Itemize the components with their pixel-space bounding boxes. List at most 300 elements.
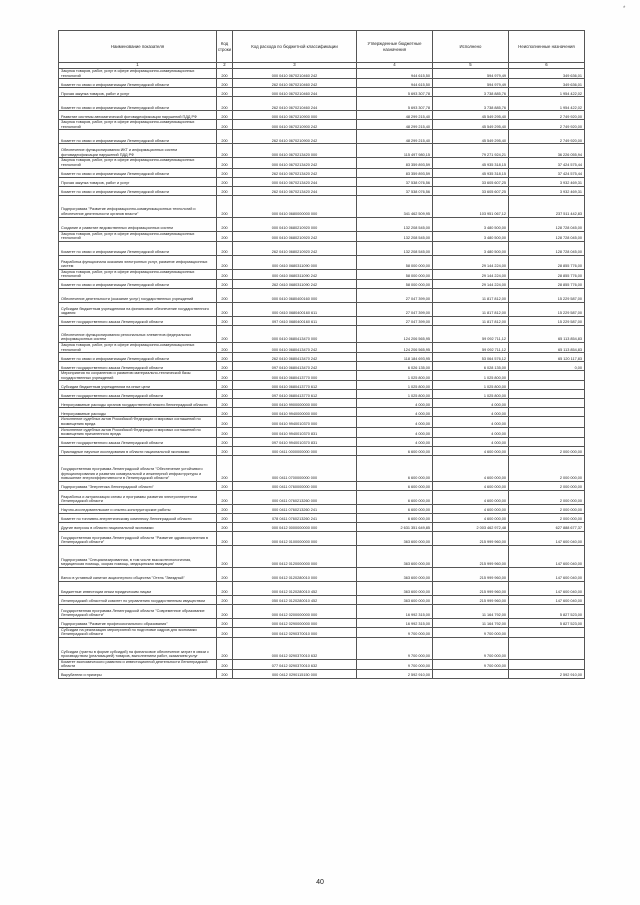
row-executed: 45 935 318,15 xyxy=(433,158,509,168)
row-unexecuted: 128 728 045,00 xyxy=(509,231,585,241)
row-unexecuted: 128 728 045,00 xyxy=(509,217,585,231)
row-approved: 118 184 693,95 xyxy=(357,353,433,362)
row-name: Комитет по топливно-энергетическому комплексу Ленинградской области xyxy=(59,513,217,522)
row-code: 200 xyxy=(217,130,233,144)
row-classification: 000 0412 0120280010 000 xyxy=(233,567,357,581)
row-code: 200 xyxy=(217,408,233,417)
corner-mark: * xyxy=(623,6,626,12)
row-approved: 5 693 307,78 xyxy=(357,88,433,97)
row-executed: 4 000,00 xyxy=(433,437,509,446)
row-name: Взнос в уставный капитал акционерного общества "Отель "Звездный" xyxy=(59,567,217,581)
row-name: Комитет государственного заказа Ленинградской области xyxy=(59,390,217,399)
row-approved: 363 600 000,00 xyxy=(357,567,433,581)
row-unexecuted xyxy=(509,408,585,417)
row-name: Комитет по связи и информатизации Ленинградской области xyxy=(59,79,217,88)
table-row xyxy=(59,88,585,97)
row-code: 200 xyxy=(217,595,233,604)
row-classification: 262 0410 0670213420 242 xyxy=(233,168,357,177)
row-code: 200 xyxy=(217,342,233,352)
header-executed: Исполнено xyxy=(433,31,509,63)
row-classification: 262 0410 0670210900 242 xyxy=(233,130,357,144)
row-name: Научно-исследовательские и опытно-конструкторские работы xyxy=(59,504,217,513)
row-unexecuted: 65 113 854,83 xyxy=(509,325,585,342)
row-name: Закупка товаров, работ, услуг в сфере информационно-коммуникационных технологий xyxy=(59,158,217,168)
row-unexecuted: 1 954 422,02 xyxy=(509,97,585,111)
row-name: Подпрограмма "Специализированная, в том числе высокотехнологичная, медицинская помощь, скорая помощь, медицинская эвакуация" xyxy=(59,545,217,567)
row-unexecuted xyxy=(509,427,585,437)
table-row xyxy=(59,627,585,637)
row-classification: 000 0410 0680400160 611 xyxy=(233,302,357,316)
row-executed: 3 480 500,00 xyxy=(433,217,509,231)
table-row xyxy=(59,427,585,437)
row-classification: 000 0412 0120280010 452 xyxy=(233,581,357,595)
row-classification: 050 0412 0120280010 452 xyxy=(233,595,357,604)
row-code: 200 xyxy=(217,177,233,186)
row-classification: 097 0410 9940010370 831 xyxy=(233,437,357,446)
row-name: Закупка товаров, работ, услуг в сфере информационно-коммуникационных технологий xyxy=(59,69,217,79)
row-executed: 11 817 812,00 xyxy=(433,302,509,316)
row-approved: 115 497 980,15 xyxy=(357,144,433,158)
row-classification: 000 0410 0680311090 242 xyxy=(233,269,357,279)
row-name: Государственная программа Ленинградской области "Современное образование Ленинградской области" xyxy=(59,604,217,618)
row-executed: 45 549 295,40 xyxy=(433,120,509,130)
row-name: Непрограммные расходы органов государственной власти Ленинградской области xyxy=(59,399,217,408)
row-executed: 4 000,00 xyxy=(433,417,509,427)
row-unexecuted: 349 636,01 xyxy=(509,79,585,88)
row-code: 200 xyxy=(217,353,233,362)
row-approved: 944 615,50 xyxy=(357,69,433,79)
table-row xyxy=(59,567,585,581)
table-body xyxy=(59,69,585,679)
row-executed: 4 600 000,00 xyxy=(433,490,509,504)
row-executed: 215 999 960,00 xyxy=(433,531,509,545)
row-executed: 11 164 792,00 xyxy=(433,604,509,618)
row-code: 200 xyxy=(217,618,233,627)
table-row xyxy=(59,279,585,288)
row-approved: 83 359 893,59 xyxy=(357,158,433,168)
row-executed: 215 999 960,00 xyxy=(433,595,509,604)
row-code: 200 xyxy=(217,255,233,269)
row-unexecuted: 1 954 422,02 xyxy=(509,88,585,97)
row-name: Непрограммные расходы xyxy=(59,408,217,417)
row-executed: 2 003 462 972,48 xyxy=(433,522,509,531)
row-code: 200 xyxy=(217,670,233,679)
row-approved: 83 359 893,59 xyxy=(357,168,433,177)
row-approved: 16 992 315,00 xyxy=(357,604,433,618)
row-unexecuted: 147 600 040,00 xyxy=(509,567,585,581)
row-approved: 1 025 800,00 xyxy=(357,390,433,399)
row-approved: 363 600 000,00 xyxy=(357,595,433,604)
row-executed: 33 605 607,25 xyxy=(433,186,509,195)
column-number: 5 xyxy=(433,63,509,69)
row-executed: 4 600 000,00 xyxy=(433,504,509,513)
row-approved: 48 299 215,40 xyxy=(357,120,433,130)
row-unexecuted xyxy=(509,390,585,399)
table-row xyxy=(59,371,585,381)
row-name: Обеспечение функционирования региональных элементов федеральных информационных систем xyxy=(59,325,217,342)
table-row xyxy=(59,408,585,417)
row-name: Комитет по связи и информатизации Ленинградской области xyxy=(59,97,217,111)
row-classification: 000 0411 0700000000 000 xyxy=(233,455,357,481)
row-executed: 3 738 885,76 xyxy=(433,88,509,97)
row-classification: 000 0411 0000000000 000 xyxy=(233,446,357,455)
row-unexecuted xyxy=(509,437,585,446)
row-classification: 097 0410 0680413770 612 xyxy=(233,390,357,399)
row-classification: 000 0410 0670210460 244 xyxy=(233,88,357,97)
row-unexecuted xyxy=(509,659,585,669)
row-executed: 4 600 000,00 xyxy=(433,455,509,481)
row-unexecuted: 28 855 776,00 xyxy=(509,269,585,279)
header-classification: Код расхода по бюджетной классификации xyxy=(233,31,357,63)
row-executed: 215 999 960,00 xyxy=(433,567,509,581)
row-classification: 077 0412 0290370010 632 xyxy=(233,659,357,669)
row-code: 200 xyxy=(217,186,233,195)
row-code: 200 xyxy=(217,362,233,371)
row-approved: 6 600 000,00 xyxy=(357,446,433,455)
row-unexecuted: 2 749 920,00 xyxy=(509,111,585,120)
row-executed: 29 144 224,00 xyxy=(433,269,509,279)
row-classification: 000 0410 9940010370 831 xyxy=(233,427,357,437)
row-code: 200 xyxy=(217,325,233,342)
row-code: 200 xyxy=(217,545,233,567)
row-classification: 262 0410 0670210460 242 xyxy=(233,79,357,88)
row-executed: 4 600 000,00 xyxy=(433,513,509,522)
row-classification: 000 0412 0120000000 000 xyxy=(233,545,357,567)
row-unexecuted: 237 511 442,83 xyxy=(509,195,585,217)
row-executed: 1 025 800,00 xyxy=(433,371,509,381)
row-unexecuted: 37 424 575,44 xyxy=(509,168,585,177)
row-unexecuted: 15 229 587,00 xyxy=(509,316,585,325)
table-row xyxy=(59,342,585,352)
row-approved: 4 000,00 xyxy=(357,427,433,437)
row-name: Комитет по связи и информатизации Ленинградской области xyxy=(59,130,217,144)
row-name: Государственная программа Ленинградской области "Обеспечение устойчивого функционирования и развития коммунальной и инженерной инфраструктуры и повышение энергоэффективности в Ленинградской области" xyxy=(59,455,217,481)
row-unexecuted: 3 932 469,31 xyxy=(509,186,585,195)
row-approved: 27 047 399,00 xyxy=(357,288,433,302)
row-classification: 000 0410 9940010370 000 xyxy=(233,417,357,427)
row-approved: 27 047 399,00 xyxy=(357,316,433,325)
row-classification: 262 0410 0680311090 242 xyxy=(233,279,357,288)
table-row xyxy=(59,255,585,269)
row-approved: 132 208 545,00 xyxy=(357,241,433,255)
row-name: Комитет государственного заказа Ленинградской области xyxy=(59,362,217,371)
row-approved: 6 026 135,00 xyxy=(357,362,433,371)
table-row xyxy=(59,390,585,399)
row-classification: 000 0410 0670213420 244 xyxy=(233,177,357,186)
table-row xyxy=(59,79,585,88)
row-executed: 11 164 792,00 xyxy=(433,618,509,627)
row-classification: 262 0410 0680210920 242 xyxy=(233,241,357,255)
table-row xyxy=(59,455,585,481)
row-approved: 124 206 565,95 xyxy=(357,325,433,342)
row-executed: 4 000,00 xyxy=(433,427,509,437)
row-classification: 262 0410 0670210460 244 xyxy=(233,97,357,111)
row-approved: 48 299 215,40 xyxy=(357,130,433,144)
table-row xyxy=(59,595,585,604)
row-unexecuted: 147 600 040,00 xyxy=(509,595,585,604)
row-classification: 000 0412 0000000000 000 xyxy=(233,522,357,531)
table-row xyxy=(59,513,585,522)
row-name: Подпрограмма "Развитие профессионального образования" xyxy=(59,618,217,627)
row-executed: 9 700 000,00 xyxy=(433,659,509,669)
table-row xyxy=(59,168,585,177)
row-code: 200 xyxy=(217,288,233,302)
row-approved: 4 000,00 xyxy=(357,408,433,417)
row-executed xyxy=(433,670,509,679)
table-row xyxy=(59,670,585,679)
row-name: Субсидии бюджетным учреждениям на иные цели xyxy=(59,381,217,390)
row-name: Комитет экономического развития и инвестиционной деятельности Ленинградской области xyxy=(59,659,217,669)
row-approved: 2 631 351 649,85 xyxy=(357,522,433,531)
row-approved: 2 592 910,00 xyxy=(357,670,433,679)
row-approved: 5 693 307,78 xyxy=(357,97,433,111)
row-unexecuted: 349 636,01 xyxy=(509,69,585,79)
row-executed: 29 144 224,00 xyxy=(433,255,509,269)
row-name: Бюджетные инвестиции иным юридическим лицам xyxy=(59,581,217,595)
row-code: 200 xyxy=(217,231,233,241)
row-classification: 000 0410 0680311090 000 xyxy=(233,255,357,269)
row-approved: 9 700 000,00 xyxy=(357,627,433,637)
row-executed: 4 000,00 xyxy=(433,408,509,417)
row-executed: 594 979,49 xyxy=(433,79,509,88)
row-name: Закупка товаров, работ, услуг в сфере информационно-коммуникационных технологий xyxy=(59,231,217,241)
row-code: 200 xyxy=(217,302,233,316)
row-classification: 078 0411 0760213260 241 xyxy=(233,513,357,522)
row-code: 200 xyxy=(217,88,233,97)
row-classification: 000 0412 0290000000 000 xyxy=(233,618,357,627)
table-row xyxy=(59,659,585,669)
row-unexecuted: 5 827 523,00 xyxy=(509,618,585,627)
table-row xyxy=(59,618,585,627)
row-code: 200 xyxy=(217,659,233,669)
row-name: Комитет по связи и информатизации Ленинградской области xyxy=(59,279,217,288)
row-name: Прикладные научные исследования в области национальной экономики xyxy=(59,446,217,455)
row-executed: 29 144 224,00 xyxy=(433,279,509,288)
row-code: 200 xyxy=(217,481,233,490)
row-executed: 53 064 576,12 xyxy=(433,353,509,362)
row-name: Закупка товаров, работ, услуг в сфере информационно-коммуникационных технологий xyxy=(59,269,217,279)
table-row xyxy=(59,437,585,446)
row-name: Комитет государственного заказа Ленинградской области xyxy=(59,316,217,325)
header-approved: Утвержденные бюджетные назначения xyxy=(357,31,433,63)
row-name: Развитие системы автоматической фотовидеофиксации нарушений ПДД РФ xyxy=(59,111,217,120)
column-number: 1 xyxy=(59,63,217,69)
row-classification: 262 0410 0680413470 242 xyxy=(233,353,357,362)
row-executed: 215 999 960,00 xyxy=(433,545,509,567)
row-name: Комитет по связи и информатизации Ленинградской области xyxy=(59,241,217,255)
table-row xyxy=(59,504,585,513)
table-row xyxy=(59,399,585,408)
row-code: 200 xyxy=(217,581,233,595)
row-name: Разработка и актуализация схемы и программы развития электроэнергетики Ленинградской области xyxy=(59,490,217,504)
row-name: Ленинградский областной комитет по управлению государственным имуществом xyxy=(59,595,217,604)
row-classification: 000 0411 0760000000 000 xyxy=(233,481,357,490)
row-code: 200 xyxy=(217,195,233,217)
row-code: 200 xyxy=(217,417,233,427)
row-code: 200 xyxy=(217,437,233,446)
row-code: 200 xyxy=(217,504,233,513)
row-unexecuted: 15 229 587,00 xyxy=(509,302,585,316)
table-row xyxy=(59,241,585,255)
row-name: Исполнение судебных актов Российской Федерации и мировых соглашений по возмещению вреда xyxy=(59,417,217,427)
table-row xyxy=(59,144,585,158)
row-name: Комитет по связи и информатизации Ленинградской области xyxy=(59,353,217,362)
row-code: 200 xyxy=(217,217,233,231)
table-row xyxy=(59,522,585,531)
row-code: 200 xyxy=(217,144,233,158)
row-classification: 000 0410 0680413770 000 xyxy=(233,371,357,381)
row-classification: 000 0412 0290115150 000 xyxy=(233,670,357,679)
row-unexecuted: 2 000 000,00 xyxy=(509,513,585,522)
row-classification: 000 0412 0290370010 000 xyxy=(233,627,357,637)
row-approved: 132 208 545,00 xyxy=(357,217,433,231)
row-unexecuted: 3 932 469,31 xyxy=(509,177,585,186)
row-code: 200 xyxy=(217,446,233,455)
row-unexecuted: 15 229 587,00 xyxy=(509,288,585,302)
row-classification: 000 0410 0680210920 000 xyxy=(233,217,357,231)
row-code: 200 xyxy=(217,120,233,130)
row-name: Закупка товаров, работ, услуг в сфере информационно-коммуникационных технологий xyxy=(59,342,217,352)
row-executed: 4 600 000,00 xyxy=(433,446,509,455)
row-approved: 341 462 509,95 xyxy=(357,195,433,217)
row-executed: 59 092 711,12 xyxy=(433,325,509,342)
page-number: 40 xyxy=(316,879,324,886)
row-code: 200 xyxy=(217,399,233,408)
row-executed: 33 605 607,25 xyxy=(433,177,509,186)
table-row xyxy=(59,581,585,595)
table-row xyxy=(59,269,585,279)
row-code: 200 xyxy=(217,79,233,88)
row-classification: 000 0410 0680413470 242 xyxy=(233,342,357,352)
row-unexecuted: 28 855 776,00 xyxy=(509,279,585,288)
row-executed: 594 979,49 xyxy=(433,69,509,79)
row-name: Прочая закупка товаров, работ и услуг xyxy=(59,177,217,186)
row-unexecuted: 147 600 040,00 xyxy=(509,531,585,545)
row-classification: 000 0410 0680400160 000 xyxy=(233,288,357,302)
row-executed: 11 817 812,00 xyxy=(433,316,509,325)
row-classification: 000 0412 0200000000 000 xyxy=(233,604,357,618)
row-unexecuted xyxy=(509,371,585,381)
row-executed: 103 951 067,12 xyxy=(433,195,509,217)
column-number: 4 xyxy=(357,63,433,69)
row-code: 200 xyxy=(217,522,233,531)
row-approved: 1 025 800,00 xyxy=(357,381,433,390)
row-code: 200 xyxy=(217,455,233,481)
row-approved: 58 000 000,00 xyxy=(357,269,433,279)
column-number: 6 xyxy=(509,63,585,69)
row-executed: 45 935 318,15 xyxy=(433,168,509,177)
row-name: Исполнение судебных актов Российской Федерации и мировых соглашений по возмещению причиненного вреда xyxy=(59,427,217,437)
row-approved: 6 600 000,00 xyxy=(357,455,433,481)
row-code: 200 xyxy=(217,97,233,111)
row-name: Подпрограмма "Развитие информационно-коммуникационных технологий и обеспечение деятельности органов власти" xyxy=(59,195,217,217)
row-approved: 6 600 000,00 xyxy=(357,504,433,513)
row-approved: 58 000 000,00 xyxy=(357,279,433,288)
row-approved: 4 000,00 xyxy=(357,417,433,427)
row-unexecuted: 2 749 920,00 xyxy=(509,120,585,130)
row-executed: 45 549 295,40 xyxy=(433,111,509,120)
row-approved: 6 600 000,00 xyxy=(357,513,433,522)
table-row xyxy=(59,177,585,186)
table-row xyxy=(59,325,585,342)
row-name: Обеспечение функционирования ИКТ и информационных систем фотовидеофиксации нарушений ПДД РФ xyxy=(59,144,217,158)
budget-execution-table xyxy=(58,30,585,679)
row-approved: 132 208 545,00 xyxy=(357,231,433,241)
row-code: 200 xyxy=(217,390,233,399)
row-unexecuted: 2 000 000,00 xyxy=(509,490,585,504)
row-name: Создание и развитие ведомственных информационных систем xyxy=(59,217,217,231)
row-code: 200 xyxy=(217,427,233,437)
header-unexecuted: Неисполненные назначения xyxy=(509,31,585,63)
table-row xyxy=(59,302,585,316)
row-unexecuted: 36 226 055,94 xyxy=(509,144,585,158)
row-approved: 363 600 000,00 xyxy=(357,545,433,567)
row-name: Другие вопросы в области национальной экономики xyxy=(59,522,217,531)
row-classification: 000 0410 0670210900 242 xyxy=(233,120,357,130)
row-executed: 3 480 500,00 xyxy=(433,241,509,255)
row-name: Обеспечение деятельности (оказание услуг) государственных учреждений xyxy=(59,288,217,302)
row-approved: 37 538 076,56 xyxy=(357,186,433,195)
row-executed: 215 999 960,00 xyxy=(433,581,509,595)
row-executed: 45 549 295,40 xyxy=(433,130,509,144)
row-name: Мероприятия по сохранению и развитию материально-технической базы государственных учреждений xyxy=(59,371,217,381)
row-approved: 363 600 000,00 xyxy=(357,531,433,545)
table-row xyxy=(59,446,585,455)
row-unexecuted: 2 000 000,00 xyxy=(509,455,585,481)
table-row xyxy=(59,231,585,241)
table-row xyxy=(59,97,585,111)
table-row xyxy=(59,353,585,362)
row-classification: 000 0410 0680000000 000 xyxy=(233,195,357,217)
row-name: Комитет по связи и информатизации Ленинградской области xyxy=(59,186,217,195)
row-unexecuted: 2 592 910,00 xyxy=(509,670,585,679)
row-classification: 262 0410 0670213420 244 xyxy=(233,186,357,195)
row-code: 200 xyxy=(217,279,233,288)
row-unexecuted: 2 000 000,00 xyxy=(509,446,585,455)
row-classification: 000 0411 0760213260 241 xyxy=(233,504,357,513)
row-name: Государственная программа Ленинградской области "Развитие здравоохранения в Ленинградской области" xyxy=(59,531,217,545)
row-classification: 000 0410 0670210460 242 xyxy=(233,69,357,79)
row-unexecuted xyxy=(509,637,585,659)
table-row xyxy=(59,604,585,618)
row-code: 200 xyxy=(217,490,233,504)
row-executed: 9 700 000,00 xyxy=(433,637,509,659)
row-executed: 3 738 885,76 xyxy=(433,97,509,111)
row-name: Субсидии на реализацию мероприятий по подготовке кадров для экономики Ленинградской области xyxy=(59,627,217,637)
row-approved: 4 000,00 xyxy=(357,399,433,408)
row-classification: 000 0410 0670213420 000 xyxy=(233,144,357,158)
row-code: 200 xyxy=(217,604,233,618)
row-executed: 59 092 711,12 xyxy=(433,342,509,352)
row-unexecuted: 2 000 000,00 xyxy=(509,504,585,513)
table-row xyxy=(59,217,585,231)
row-approved: 124 206 565,95 xyxy=(357,342,433,352)
row-approved: 6 600 000,00 xyxy=(357,481,433,490)
row-name: Закупка товаров, работ, услуг в сфере информационно-коммуникационных технологий xyxy=(59,120,217,130)
row-classification: 000 0410 9900000000 000 xyxy=(233,399,357,408)
row-name: Прочая закупка товаров, работ и услуг xyxy=(59,88,217,97)
table-row xyxy=(59,637,585,659)
column-number: 3 xyxy=(233,63,357,69)
column-number: 2 xyxy=(217,63,233,69)
row-executed: 1 025 800,00 xyxy=(433,390,509,399)
row-code: 200 xyxy=(217,627,233,637)
table-row xyxy=(59,362,585,371)
row-unexecuted xyxy=(509,417,585,427)
row-code: 200 xyxy=(217,381,233,390)
row-unexecuted: 65 113 854,83 xyxy=(509,342,585,352)
row-code: 200 xyxy=(217,567,233,581)
